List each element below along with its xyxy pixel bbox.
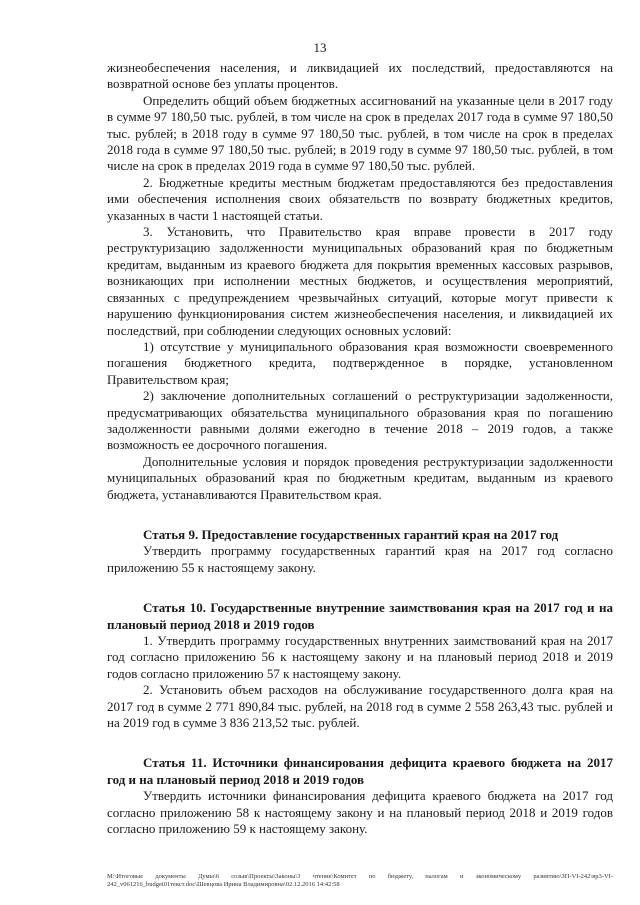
list-item-condition-1: 1) отсутствие у муниципального образования края возможности своевременного погашения бюджетного кредита, подтвержденное в порядке, установленном Правительством края; — [107, 338, 613, 387]
article-11-heading: Статья 11. Источники финансирования дефицита краевого бюджета на 2017 год и на плановый период 2018 и 2019 годов — [107, 755, 613, 787]
article-10-paragraph-1: 1. Утвердить программу государственных внутренних заимствований края на 2017 год согласно приложению 56 к настоящему закону и на плановый период 2018 и 2019 годов согласно приложению 57 к настоящему закону. — [107, 633, 613, 681]
article-11-text: Утвердить источники финансирования дефицита краевого бюджета на 2017 год согласно приложению 58 к настоящему закону и на плановый период 2018 и 2019 годов согласно приложению 59 к настоящему закону. — [107, 788, 613, 837]
article-10-paragraph-2: 2. Установить объем расходов на обслуживание государственного долга края на 2017 год в сумме 2 771 890,84 тыс. рублей, на 2018 год в сумме 2 558 263,43 тыс. рублей и на 2019 год в сумме 3 836 213,52 тыс. рублей. — [107, 682, 613, 731]
paragraph-continuation: жизнеобеспечения населения, и ликвидацией их последствий, предоставляются на возвратной основе без уплаты процентов. — [107, 60, 613, 92]
paragraph-restructuring: 3. Установить, что Правительство края вправе провести в 2017 году реструктуризацию задолженности муниципальных образований края по бюджетным кредитам, выданным из краевого бюджета для покрытия временных кассовых разрывов, возникающих при исполнении местных бюджетов, и осуществления мероприятий, связанных с предупреждением чрезвычайных ситуаций, которые могут привести к нарушению функционирования систем жизнеобеспечения населения, и ликвидацией их последствий, при соблюдении следующих основных условий: — [107, 224, 613, 338]
article-9-text: Утвердить программу государственных гарантий края на 2017 год согласно приложению 55 к настоящему закону. — [107, 543, 613, 575]
article-9-heading: Статья 9. Предоставление государственных гарантий края на 2017 год — [143, 526, 559, 542]
file-path-footer: M:\Итоговые документы Думы\6 созыв\Проекты\Законы\3 чтение\Комитет по бюджету, налогам и экономическому развитию\ЗП-VI-242\вр3-VI-242_v061216_budget01текст.doc\Шевцова Ирина Владимировна\02.12.2016 14:42:58 — [107, 873, 613, 888]
document-body — [107, 60, 613, 837]
paragraph-budget-allocation: Определить общий объем бюджетных ассигнований на указанные цели в 2017 году в сумме 97 180,50 тыс. рублей, в том числе на срок в пределах 2017 года в сумме 97 180,50 тыс. рублей; в 2018 году в сумме 97 180,50 тыс. рублей, в том числе на срок в пределах 2018 года в сумме 97 180,50 тыс. рублей; в 2019 году в сумме 97 180,50 тыс. рублей, в том числе на срок в пределах 2019 года в сумме 97 180,50 тыс. рублей. — [107, 92, 613, 174]
paragraph-credit-security: 2. Бюджетные кредиты местным бюджетам предоставляются без предоставления ими обеспечения исполнения своих обязательств по возврату бюджетных кредитов, указанных в части 1 настоящей статьи. — [107, 174, 613, 223]
article-10-heading: Статья 10. Государственные внутренние заимствования края на 2017 год и на плановый период 2018 и 2019 годов — [107, 600, 613, 632]
page-number: 13 — [313, 40, 327, 55]
paragraph-additional-conditions: Дополнительные условия и порядок проведения реструктуризации задолженности муниципальных образований края по бюджетным кредитам, выданным из краевого бюджета, устанавливаются Правительством края. — [107, 453, 613, 502]
list-item-condition-2: 2) заключение дополнительных соглашений о реструктуризации задолженности, предусматривающих обязательства муниципального образования края по погашению задолженности равными долями ежегодно в течение 2018 – 2019 годов, а также возможность ее досрочного погашения. — [107, 388, 613, 453]
